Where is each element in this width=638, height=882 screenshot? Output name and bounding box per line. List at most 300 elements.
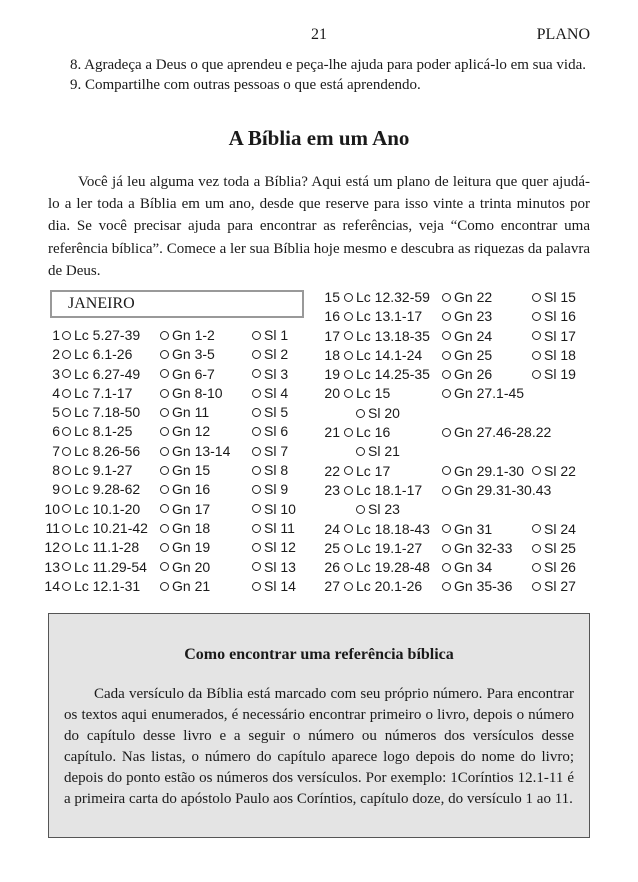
checkbox-circle-icon[interactable] bbox=[252, 447, 261, 456]
reading-ref-text: Gn 22 bbox=[454, 289, 493, 305]
checkbox-circle-icon[interactable] bbox=[160, 485, 169, 494]
reading-ref bbox=[160, 462, 210, 478]
day-number: 27 bbox=[324, 578, 340, 595]
reading-ref-text: Sl 2 bbox=[264, 346, 289, 363]
checkbox-circle-icon[interactable] bbox=[532, 351, 541, 360]
reading-ref-text: Lc 6.1-26 bbox=[74, 346, 133, 363]
checkbox-circle-icon[interactable] bbox=[160, 389, 169, 398]
reading-ref-text: Sl 23 bbox=[368, 501, 400, 518]
reading-ref-text: Lc 12.1-31 bbox=[74, 577, 141, 594]
reading-ref-text: Gn 21 bbox=[172, 577, 211, 594]
reading-ref bbox=[442, 559, 492, 575]
reading-ref bbox=[442, 366, 492, 382]
reading-row bbox=[320, 482, 600, 501]
reading-row-continued bbox=[320, 443, 600, 462]
reading-ref-text: Sl 14 bbox=[264, 577, 296, 594]
reading-ref-text: Sl 19 bbox=[544, 366, 576, 383]
reading-ref bbox=[344, 385, 390, 401]
checkbox-circle-icon[interactable] bbox=[442, 486, 451, 495]
reading-ref bbox=[532, 521, 576, 537]
reading-ref-text: Gn 23 bbox=[454, 308, 493, 325]
reading-ref bbox=[252, 385, 288, 401]
reading-ref-text: Sl 1 bbox=[264, 327, 289, 343]
day-number: 20 bbox=[324, 385, 340, 402]
reading-ref bbox=[344, 463, 390, 479]
reading-ref bbox=[442, 385, 524, 401]
reading-ref bbox=[344, 482, 422, 498]
reading-ref bbox=[160, 520, 210, 536]
reference-box-text: Cada versículo da Bíblia está marcado com seu próprio número. Para encontrar os textos aqui enumerados, é necessário encontrar primeiro o livro, depois o número do capítulo desse livro e a seguir o número ou números dos versículos desse capítulo. Nas listas, o número do capítulo aparece logo depois do nome do livro; depois do ponto estão os números dos versículos. Por exemplo: 1Coríntios 12.1-11 é a primeira carta do apóstolo Paulo aos Coríntios, capítulo doze, do versículo 1 ao 11. bbox=[64, 686, 574, 807]
reading-ref-text: Lc 7.18-50 bbox=[74, 404, 141, 421]
checkbox-circle-icon[interactable] bbox=[160, 562, 169, 571]
reading-row bbox=[40, 462, 310, 481]
checkbox-circle-icon[interactable] bbox=[252, 466, 261, 475]
reading-ref bbox=[62, 404, 140, 420]
reading-ref bbox=[62, 462, 132, 478]
checkbox-circle-icon[interactable] bbox=[160, 408, 169, 417]
day-number: 2 bbox=[52, 346, 60, 363]
reading-ref bbox=[442, 578, 512, 594]
day-number: 19 bbox=[324, 366, 340, 383]
reading-ref-text: Lc 18.1-17 bbox=[356, 481, 423, 498]
reading-row bbox=[320, 385, 600, 404]
day-number: 10 bbox=[44, 500, 60, 517]
reading-row bbox=[40, 501, 310, 520]
day-number: 16 bbox=[324, 308, 340, 325]
checkbox-circle-icon[interactable] bbox=[344, 312, 353, 321]
reading-ref-text: Gn 3-5 bbox=[172, 346, 215, 363]
reading-ref-text: Gn 25 bbox=[454, 346, 493, 363]
reading-ref-text: Gn 27.46-28.22 bbox=[454, 424, 552, 441]
reading-ref-text: Gn 31 bbox=[454, 520, 493, 537]
reading-ref-text: Lc 6.27-49 bbox=[74, 365, 141, 382]
checkbox-circle-icon[interactable] bbox=[62, 408, 71, 417]
checkbox-circle-icon[interactable] bbox=[442, 370, 451, 379]
day-number: 18 bbox=[324, 346, 340, 363]
reading-ref bbox=[62, 481, 140, 497]
checkbox-circle-icon[interactable] bbox=[62, 485, 71, 494]
reading-row bbox=[40, 385, 310, 404]
reading-row bbox=[320, 424, 600, 443]
reading-ref-text: Gn 32-33 bbox=[454, 539, 513, 556]
reading-ref bbox=[344, 328, 430, 344]
reading-row bbox=[320, 521, 600, 540]
checkbox-circle-icon[interactable] bbox=[160, 427, 169, 436]
checkbox-circle-icon[interactable] bbox=[160, 543, 169, 552]
reading-ref bbox=[62, 443, 140, 459]
reading-ref bbox=[160, 423, 210, 439]
reading-ref bbox=[442, 347, 492, 363]
reading-ref bbox=[252, 481, 288, 497]
checkbox-circle-icon[interactable] bbox=[532, 582, 541, 591]
checkbox-circle-icon[interactable] bbox=[532, 312, 541, 321]
reading-ref-text: Lc 20.1-26 bbox=[356, 578, 423, 595]
page-number: 21 bbox=[311, 26, 327, 43]
reference-box-body bbox=[64, 684, 574, 810]
reading-ref bbox=[442, 289, 492, 305]
checkbox-circle-icon[interactable] bbox=[344, 486, 353, 495]
reading-row bbox=[40, 481, 310, 500]
reading-ref bbox=[442, 540, 512, 556]
reading-ref bbox=[532, 308, 576, 324]
reading-ref bbox=[62, 327, 140, 343]
reading-row bbox=[40, 520, 310, 539]
checkbox-circle-icon[interactable] bbox=[160, 504, 169, 513]
reading-row bbox=[40, 423, 310, 442]
reading-ref-text: Lc 8.26-56 bbox=[74, 442, 141, 459]
reading-ref-text: Sl 25 bbox=[544, 539, 576, 556]
reading-ref bbox=[62, 366, 140, 382]
checkbox-circle-icon[interactable] bbox=[442, 466, 451, 475]
reading-ref-text: Sl 20 bbox=[368, 404, 400, 421]
reading-ref-text: Sl 18 bbox=[544, 346, 576, 363]
day-number: 21 bbox=[324, 424, 340, 441]
reading-ref bbox=[356, 443, 400, 459]
checkbox-circle-icon[interactable] bbox=[344, 428, 353, 437]
reading-ref-text: Gn 12 bbox=[172, 423, 211, 440]
checkbox-circle-icon[interactable] bbox=[62, 389, 71, 398]
reading-ref-text: Lc 14.1-24 bbox=[356, 346, 423, 363]
checkbox-circle-icon[interactable] bbox=[344, 351, 353, 360]
checkbox-circle-icon[interactable] bbox=[160, 524, 169, 533]
checkbox-circle-icon[interactable] bbox=[62, 582, 71, 591]
day-number: 3 bbox=[52, 365, 60, 382]
month-box bbox=[50, 290, 304, 318]
reading-ref-text: Sl 10 bbox=[264, 500, 296, 517]
checkbox-circle-icon[interactable] bbox=[442, 389, 451, 398]
reading-ref-text: Sl 4 bbox=[264, 384, 289, 401]
checkbox-circle-icon[interactable] bbox=[160, 582, 169, 591]
reading-ref-text: Lc 9.28-62 bbox=[74, 481, 141, 498]
checkbox-circle-icon[interactable] bbox=[160, 350, 169, 359]
reading-ref bbox=[344, 540, 422, 556]
reading-ref-text: Gn 13-14 bbox=[172, 442, 231, 459]
day-number: 6 bbox=[52, 423, 60, 440]
checkbox-circle-icon[interactable] bbox=[62, 350, 71, 359]
reading-row bbox=[40, 443, 310, 462]
reading-ref bbox=[62, 559, 147, 575]
day-number: 8 bbox=[52, 462, 60, 479]
reading-ref bbox=[532, 559, 576, 575]
intro-list bbox=[48, 56, 590, 95]
body-paragraph bbox=[48, 171, 590, 282]
reading-row bbox=[40, 346, 310, 365]
reading-ref-text: Sl 13 bbox=[264, 558, 296, 575]
reading-ref bbox=[252, 559, 296, 575]
reading-ref bbox=[160, 559, 210, 575]
checkbox-circle-icon[interactable] bbox=[532, 563, 541, 572]
day-number: 25 bbox=[324, 539, 340, 556]
reading-ref bbox=[344, 521, 430, 537]
day-number: 15 bbox=[324, 289, 340, 305]
reading-row bbox=[320, 347, 600, 366]
checkbox-circle-icon[interactable] bbox=[344, 563, 353, 572]
reading-row bbox=[40, 559, 310, 578]
reading-ref-text: Lc 12.32-59 bbox=[356, 289, 430, 305]
reading-row bbox=[40, 578, 310, 597]
checkbox-circle-icon[interactable] bbox=[252, 331, 261, 340]
reading-ref-text: Sl 16 bbox=[544, 308, 576, 325]
day-number: 9 bbox=[52, 481, 60, 498]
reading-ref bbox=[532, 347, 576, 363]
reading-ref bbox=[252, 462, 288, 478]
reading-ref bbox=[252, 327, 288, 343]
checkbox-circle-icon[interactable] bbox=[160, 369, 169, 378]
checkbox-circle-icon[interactable] bbox=[62, 369, 71, 378]
reading-ref-text: Gn 18 bbox=[172, 519, 211, 536]
reading-ref bbox=[442, 463, 524, 479]
reading-ref bbox=[160, 366, 215, 382]
reading-ref bbox=[160, 443, 230, 459]
reading-ref bbox=[160, 539, 210, 555]
reading-ref-text: Gn 29.31-30.43 bbox=[454, 481, 552, 498]
reading-ref bbox=[62, 520, 148, 536]
reading-row-continued bbox=[320, 405, 600, 424]
checkbox-circle-icon[interactable] bbox=[252, 485, 261, 494]
reading-ref-text: Sl 11 bbox=[264, 519, 295, 536]
reading-ref-text: Sl 8 bbox=[264, 462, 289, 479]
reading-ref-text: Lc 9.1-27 bbox=[74, 462, 133, 479]
checkbox-circle-icon[interactable] bbox=[356, 447, 365, 456]
checkbox-circle-icon[interactable] bbox=[442, 351, 451, 360]
day-number: 11 bbox=[45, 519, 60, 536]
checkbox-circle-icon[interactable] bbox=[442, 312, 451, 321]
checkbox-circle-icon[interactable] bbox=[356, 409, 365, 418]
reading-ref bbox=[532, 578, 576, 594]
reading-ref-text: Gn 29.1-30 bbox=[454, 462, 525, 479]
reading-ref bbox=[442, 424, 551, 440]
checkbox-circle-icon[interactable] bbox=[252, 427, 261, 436]
reading-row bbox=[320, 366, 600, 385]
reading-grid-right bbox=[320, 289, 600, 598]
reading-ref bbox=[160, 578, 210, 594]
reading-ref bbox=[442, 482, 551, 498]
checkbox-circle-icon[interactable] bbox=[344, 331, 353, 340]
reading-ref-text: Sl 17 bbox=[544, 327, 576, 344]
checkbox-circle-icon[interactable] bbox=[442, 544, 451, 553]
day-number: 14 bbox=[44, 577, 60, 594]
reading-ref bbox=[252, 539, 296, 555]
reading-ref bbox=[252, 346, 288, 362]
reading-ref-text: Lc 13.18-35 bbox=[356, 327, 430, 344]
reading-ref-text: Gn 8-10 bbox=[172, 384, 223, 401]
reference-box-title: Como encontrar uma referência bíblica bbox=[184, 646, 454, 663]
checkbox-circle-icon[interactable] bbox=[252, 408, 261, 417]
checkbox-circle-icon[interactable] bbox=[442, 524, 451, 533]
reading-ref bbox=[62, 539, 139, 555]
reading-ref-text: Lc 10.21-42 bbox=[74, 519, 148, 536]
checkbox-circle-icon[interactable] bbox=[532, 466, 541, 475]
reading-ref bbox=[62, 423, 132, 439]
reading-ref bbox=[252, 501, 296, 517]
day-number: 1 bbox=[52, 327, 60, 343]
reading-ref bbox=[252, 443, 288, 459]
section-title: A Bíblia em um Ano bbox=[228, 126, 410, 150]
checkbox-circle-icon[interactable] bbox=[62, 543, 71, 552]
reading-ref bbox=[160, 346, 215, 362]
checkbox-circle-icon[interactable] bbox=[344, 524, 353, 533]
checkbox-circle-icon[interactable] bbox=[532, 370, 541, 379]
reading-ref bbox=[62, 346, 132, 362]
reading-ref bbox=[160, 501, 210, 517]
page-header bbox=[48, 26, 590, 48]
reading-ref-text: Sl 6 bbox=[264, 423, 289, 440]
reading-ref-text: Gn 15 bbox=[172, 462, 211, 479]
reading-ref-text: Lc 16 bbox=[356, 424, 391, 441]
day-number: 17 bbox=[324, 327, 340, 344]
checkbox-circle-icon[interactable] bbox=[442, 563, 451, 572]
reading-ref bbox=[442, 521, 492, 537]
reading-ref-text: Sl 26 bbox=[544, 559, 576, 576]
intro-item-9: 9. Compartilhe com outras pessoas o que está aprendendo. bbox=[70, 76, 421, 93]
reading-ref bbox=[532, 366, 576, 382]
reading-ref bbox=[532, 540, 576, 556]
checkbox-circle-icon[interactable] bbox=[442, 582, 451, 591]
checkbox-circle-icon[interactable] bbox=[62, 504, 71, 513]
reading-row bbox=[320, 559, 600, 578]
checkbox-circle-icon[interactable] bbox=[442, 428, 451, 437]
reading-ref bbox=[160, 481, 210, 497]
checkbox-circle-icon[interactable] bbox=[532, 331, 541, 340]
checkbox-circle-icon[interactable] bbox=[252, 582, 261, 591]
reading-ref-text: Lc 10.1-20 bbox=[74, 500, 141, 517]
checkbox-circle-icon[interactable] bbox=[62, 524, 71, 533]
checkbox-circle-icon[interactable] bbox=[532, 544, 541, 553]
reading-ref bbox=[344, 424, 390, 440]
reading-ref-text: Gn 34 bbox=[454, 559, 493, 576]
reading-ref-text: Lc 19.28-48 bbox=[356, 559, 430, 576]
reading-ref-text: Sl 12 bbox=[264, 539, 296, 556]
reading-ref bbox=[252, 423, 288, 439]
reading-ref-text: Gn 26 bbox=[454, 366, 493, 383]
reading-ref bbox=[252, 578, 296, 594]
reading-ref-text: Sl 22 bbox=[544, 462, 576, 479]
day-number: 4 bbox=[52, 384, 60, 401]
checkbox-circle-icon[interactable] bbox=[252, 350, 261, 359]
month-label: JANEIRO bbox=[68, 295, 135, 312]
reading-ref bbox=[532, 289, 576, 305]
reading-ref-text: Sl 27 bbox=[544, 578, 576, 595]
checkbox-circle-icon[interactable] bbox=[356, 505, 365, 514]
checkbox-circle-icon[interactable] bbox=[532, 293, 541, 302]
reading-ref-text: Lc 19.1-27 bbox=[356, 539, 423, 556]
reading-ref bbox=[252, 404, 288, 420]
reading-ref-text: Sl 21 bbox=[368, 443, 400, 460]
checkbox-circle-icon[interactable] bbox=[344, 466, 353, 475]
reading-ref-text: Gn 27.1-45 bbox=[454, 385, 525, 402]
checkbox-circle-icon[interactable] bbox=[532, 524, 541, 533]
reading-row bbox=[40, 327, 310, 346]
checkbox-circle-icon[interactable] bbox=[344, 544, 353, 553]
checkbox-circle-icon[interactable] bbox=[252, 504, 261, 513]
reading-row bbox=[40, 366, 310, 385]
body-text: Você já leu alguma vez toda a Bíblia? Aqui está um plano de leitura que quer ajudá-lo a ler toda a Bíblia em um ano, desde que reserve para isso vinte a trinta minutos por dia. Se você precisar ajuda para encontrar as referências, veja “Como encontrar uma referência bíblica”. Comece a ler sua Bíblia hoje mesmo e descubra as riquezas da palavra de Deus. bbox=[48, 174, 590, 279]
reading-ref bbox=[344, 559, 430, 575]
reading-ref-text: Lc 11.1-28 bbox=[74, 539, 140, 556]
reading-row bbox=[320, 308, 600, 327]
checkbox-circle-icon[interactable] bbox=[344, 582, 353, 591]
reading-ref bbox=[344, 578, 422, 594]
reading-ref-text: Gn 11 bbox=[172, 404, 210, 421]
reading-row bbox=[320, 578, 600, 597]
checkbox-circle-icon[interactable] bbox=[344, 293, 353, 302]
reading-ref bbox=[160, 404, 209, 420]
reading-ref-text: Gn 20 bbox=[172, 558, 211, 575]
reading-ref-text: Gn 19 bbox=[172, 539, 211, 556]
reading-ref-text: Sl 7 bbox=[264, 442, 289, 459]
reading-ref-text: Sl 24 bbox=[544, 520, 576, 537]
checkbox-circle-icon[interactable] bbox=[160, 331, 169, 340]
reading-ref bbox=[344, 308, 422, 324]
day-number: 5 bbox=[52, 404, 60, 421]
reading-ref bbox=[344, 347, 422, 363]
reading-ref bbox=[356, 405, 400, 421]
reading-ref-text: Lc 18.18-43 bbox=[356, 520, 430, 537]
checkbox-circle-icon[interactable] bbox=[62, 331, 71, 340]
reading-ref-text: Lc 5.27-39 bbox=[74, 327, 141, 343]
checkbox-circle-icon[interactable] bbox=[344, 389, 353, 398]
reading-row-continued bbox=[320, 501, 600, 520]
reading-ref bbox=[252, 520, 295, 536]
reading-ref bbox=[160, 385, 223, 401]
reading-ref-text: Gn 17 bbox=[172, 500, 211, 517]
reading-ref-text: Lc 15 bbox=[356, 385, 391, 402]
checkbox-circle-icon[interactable] bbox=[62, 562, 71, 571]
reading-ref bbox=[532, 463, 576, 479]
day-number: 23 bbox=[324, 481, 340, 498]
reading-ref-text: Lc 11.29-54 bbox=[74, 558, 147, 575]
reading-row bbox=[320, 463, 600, 482]
checkbox-circle-icon[interactable] bbox=[160, 466, 169, 475]
intro-item-8: 8. Agradeça a Deus o que aprendeu e peça-lhe ajuda para poder aplicá-lo em sua vida. bbox=[70, 57, 587, 73]
checkbox-circle-icon[interactable] bbox=[62, 466, 71, 475]
reading-ref bbox=[252, 366, 288, 382]
reading-ref-text: Gn 24 bbox=[454, 327, 493, 344]
checkbox-circle-icon[interactable] bbox=[442, 331, 451, 340]
reading-ref bbox=[62, 501, 140, 517]
checkbox-circle-icon[interactable] bbox=[442, 293, 451, 302]
reading-ref-text: Lc 7.1-17 bbox=[74, 384, 133, 401]
reading-ref-text: Lc 14.25-35 bbox=[356, 366, 430, 383]
reading-ref bbox=[62, 578, 140, 594]
checkbox-circle-icon[interactable] bbox=[62, 447, 71, 456]
checkbox-circle-icon[interactable] bbox=[252, 524, 261, 533]
day-number: 24 bbox=[324, 520, 340, 537]
day-number: 26 bbox=[324, 559, 340, 576]
day-number: 12 bbox=[44, 539, 60, 556]
reading-ref-text: Gn 35-36 bbox=[454, 578, 513, 595]
checkbox-circle-icon[interactable] bbox=[252, 562, 261, 571]
checkbox-circle-icon[interactable] bbox=[252, 369, 261, 378]
reading-ref-text: Gn 1-2 bbox=[172, 327, 215, 343]
reading-row bbox=[40, 404, 310, 423]
checkbox-circle-icon[interactable] bbox=[252, 543, 261, 552]
reading-ref bbox=[344, 289, 430, 305]
reading-ref-text: Sl 9 bbox=[264, 481, 289, 498]
checkbox-circle-icon[interactable] bbox=[160, 447, 169, 456]
reading-ref bbox=[532, 328, 576, 344]
reading-ref-text: Sl 15 bbox=[544, 289, 576, 305]
day-number: 13 bbox=[44, 558, 60, 575]
reading-ref-text: Lc 13.1-17 bbox=[356, 308, 423, 325]
reading-ref bbox=[356, 501, 400, 517]
reading-ref bbox=[344, 366, 430, 382]
checkbox-circle-icon[interactable] bbox=[252, 389, 261, 398]
checkbox-circle-icon[interactable] bbox=[344, 370, 353, 379]
reading-ref bbox=[442, 328, 492, 344]
reading-ref-text: Lc 17 bbox=[356, 462, 391, 479]
checkbox-circle-icon[interactable] bbox=[62, 427, 71, 436]
